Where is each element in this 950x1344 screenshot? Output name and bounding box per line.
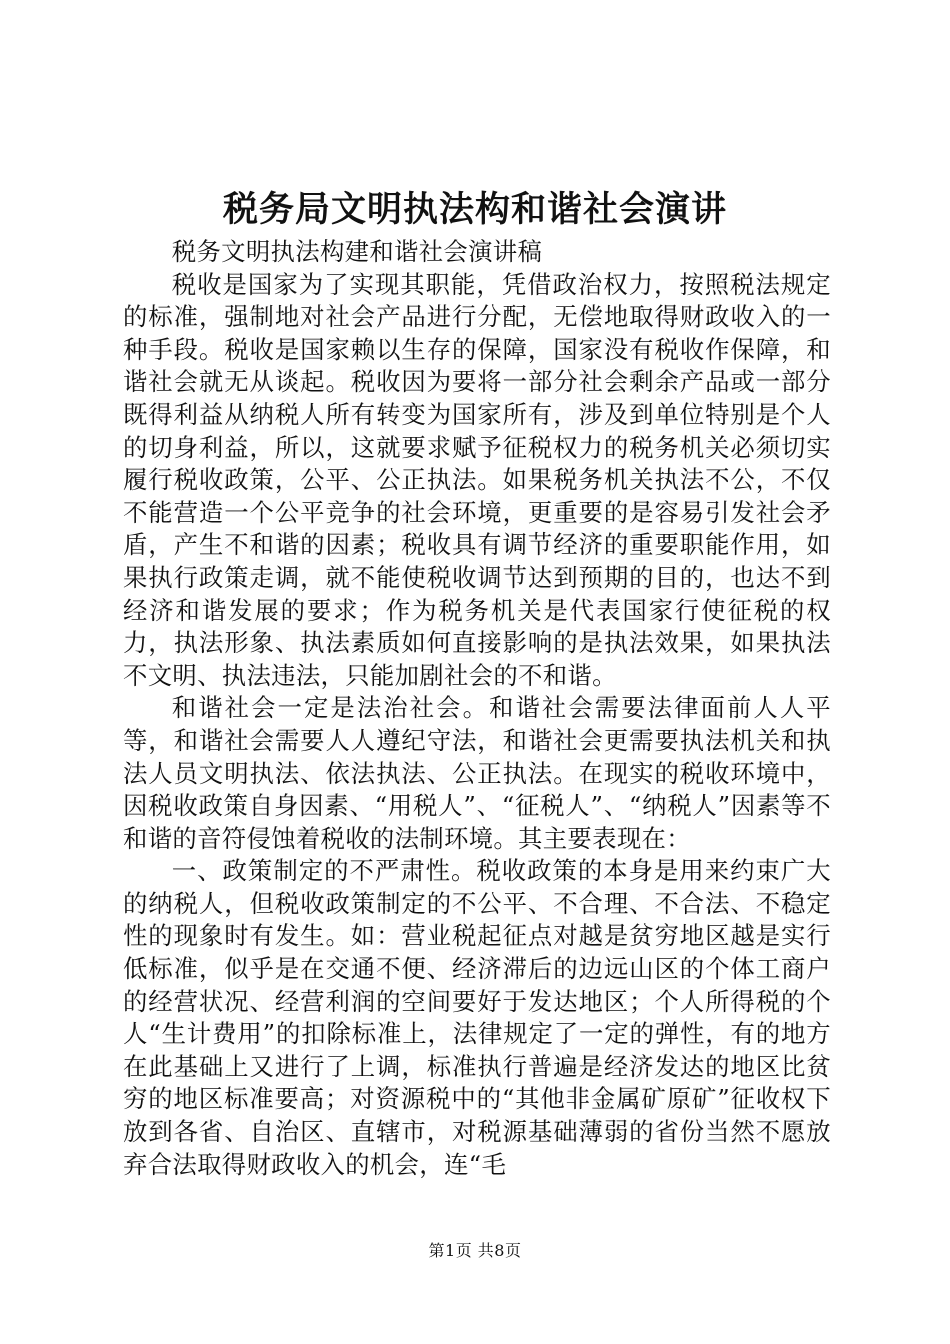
document-subtitle: 税务文明执法构建和谐社会演讲稿 bbox=[171, 237, 543, 266]
page-footer: 第1页 共8页 bbox=[428, 1241, 522, 1260]
paragraph-2: 和谐社会一定是法治社会。和谐社会需要法律面前人人平等，和谐社会需要人人遵纪守法，和谐社会更需要执法机关和执法人员文明执法、依法执法、公正执法。在现实的税收环境中，因税收政策自身因素、“用税人”、“征税人”、“纳税人”因素等不和谐的音符侵蚀着税收的法制环境。其主要表现在： bbox=[123, 693, 831, 853]
paragraph-3: 一、政策制定的不严肃性。税收政策的本身是用来约束广大的纳税人，但税收政策制定的不公平、不合理、不合法、不稳定性的现象时有发生。如：营业税起征点对越是贫穷地区越是实行低标准，似乎是在交通不便、经济滞后的边远山区的个体工商户的经营状况、经营利润的空间要好于发达地区；个人所得税的个人“生计费用”的扣除标准上，法律规定了一定的弹性，有的地方在此基础上又进行了上调，标准执行普遍是经济发达的地区比贫穷的地区标准要高；对资源税中的“其他非金属矿原矿”征收权下放到各省、自治区、直辖市，对税源基础薄弱的省份当然不愿放弃合法取得财政收入的机会，连“毛 bbox=[123, 856, 831, 1179]
document-title: 税务局文明执法构和谐社会演讲 bbox=[222, 189, 727, 230]
paragraph-1: 税收是国家为了实现其职能，凭借政治权力，按照税法规定的标准，强制地对社会产品进行分配，无偿地取得财政收入的一种手段。税收是国家赖以生存的保障，国家没有税收作保障，和谐社会就无从谈起。税收因为要将一部分社会剩余产品或一部分既得利益从纳税人所有转变为国家所有，涉及到单位特别是个人的切身利益，所以，这就要求赋予征税权力的税务机关必须切实履行税收政策，公平、公正执法。如果税务机关执法不公，不仅不能营造一个公平竞争的社会环境，更重要的是容易引发社会矛盾，产生不和谐的因素；税收具有调节经济的重要职能作用，如果执行政策走调，就不能使税收调节达到预期的目的，也达不到经济和谐发展的要求；作为税务机关是代表国家行使征税的权力，执法形象、执法素质如何直接影响的是执法效果，如果执法不文明、执法违法，只能加剧社会的不和谐。 bbox=[123, 269, 831, 690]
document-body bbox=[123, 236, 831, 1181]
